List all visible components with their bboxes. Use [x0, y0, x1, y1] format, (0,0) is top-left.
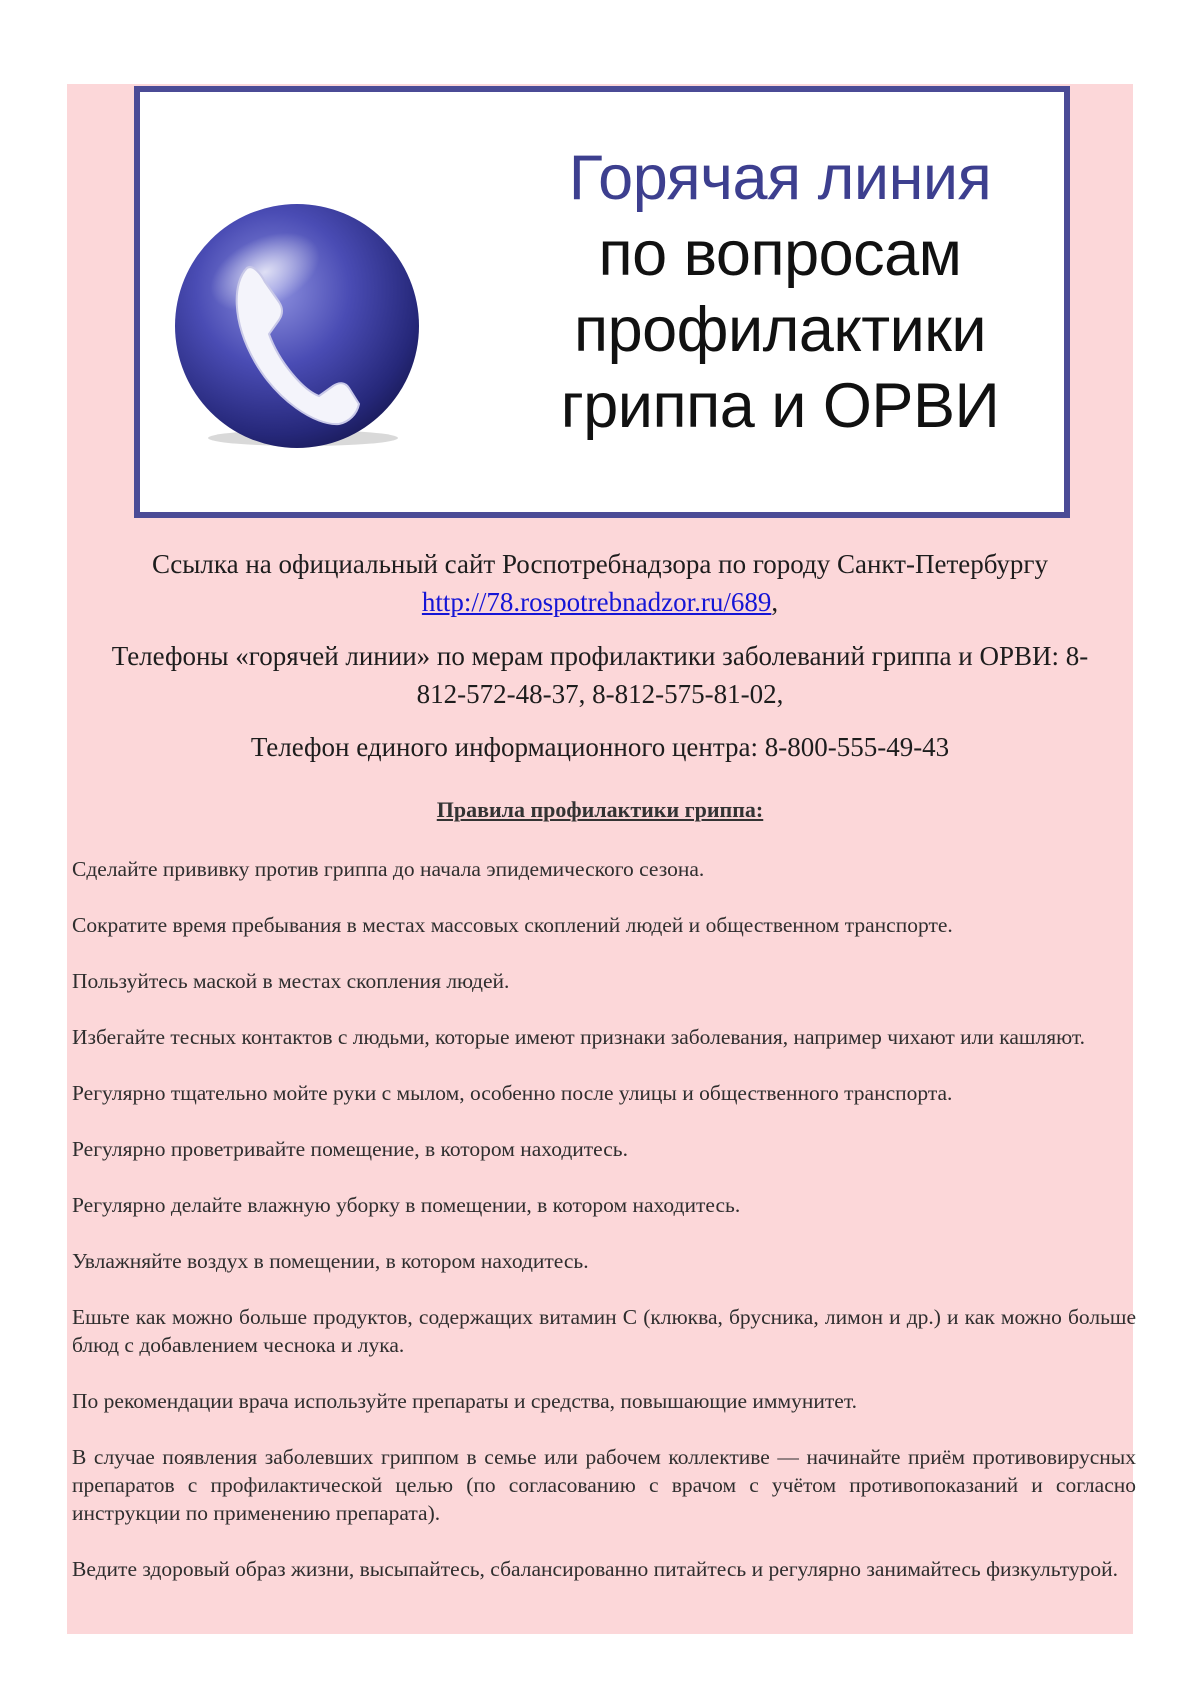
banner-title-line2: по вопросам: [598, 219, 962, 289]
banner-title-line1: Горячая линия: [568, 143, 992, 213]
hotline-phones: [67, 637, 1133, 713]
banner-title-line3: профилактики: [573, 295, 987, 365]
rule-item: Сократите время пребывания в местах массовых скоплений людей и общественном транспорте.: [72, 913, 953, 937]
rule-item: Пользуйтесь маской в местах скопления людей.: [72, 969, 510, 993]
rules-list: [72, 855, 1136, 1611]
rule-item: Ведите здоровый образ жизни, высыпайтесь, сбалансированно питайтесь и регулярно занимайтесь физкультурой.: [72, 1557, 1118, 1581]
rule-item: По рекомендации врача используйте препараты и средства, повышающие иммунитет.: [72, 1389, 857, 1413]
rule-item: Увлажняйте воздух в помещении, в котором находитесь.: [72, 1249, 589, 1273]
site-reference-text: Ссылка на официальный сайт Роспотребнадзора по городу Санкт-Петербургу: [151, 549, 1049, 579]
rule-item: Регулярно проветривайте помещение, в котором находитесь.: [72, 1137, 628, 1161]
rule-item: Регулярно делайте влажную уборку в помещении, в котором находитесь.: [72, 1193, 741, 1217]
rule-item: Регулярно тщательно мойте руки с мылом, особенно после улицы и общественного транспорта.: [72, 1081, 953, 1105]
rule-item: Сделайте прививку против гриппа до начала эпидемического сезона.: [72, 857, 705, 881]
rule-item: Избегайте тесных контактов с людьми, которые имеют признаки заболевания, например чихают или кашляют.: [72, 1025, 1086, 1049]
site-reference: [67, 545, 1133, 621]
site-link-suffix: ,: [771, 587, 779, 617]
rule-item: В случае появления заболевших гриппом в семье или рабочем коллективе — начинайте приём противовирусных препаратов с профилактической целью (по согласованию с врачом с учётом противопоказаний и согласно инструкции по применению препарата).: [72, 1445, 1136, 1525]
info-center-phone: Телефон единого информационного центра: 8-800-555-49-43: [250, 732, 950, 762]
hotline-phones-line2: 812-572-48-37, 8-812-575-81-02,: [416, 679, 784, 709]
rospotrebnadzor-link[interactable]: http://78.rospotrebnadzor.ru/689: [421, 587, 772, 617]
banner-title: [500, 140, 1060, 444]
rules-title: Правила профилактики гриппа:: [436, 797, 764, 822]
rule-item: Ешьте как можно больше продуктов, содержащих витамин С (клюква, брусника, лимон и др.) и как можно больше блюд с добавлением чеснока и лука.: [72, 1305, 1136, 1357]
hotline-phones-line1: Телефоны «горячей линии» по мерам профилактики заболеваний гриппа и ОРВИ: 8-: [111, 641, 1089, 671]
hotline-banner: [134, 86, 1070, 518]
phone-icon: [173, 202, 421, 450]
banner-title-line4: гриппа и ОРВИ: [560, 371, 1000, 441]
